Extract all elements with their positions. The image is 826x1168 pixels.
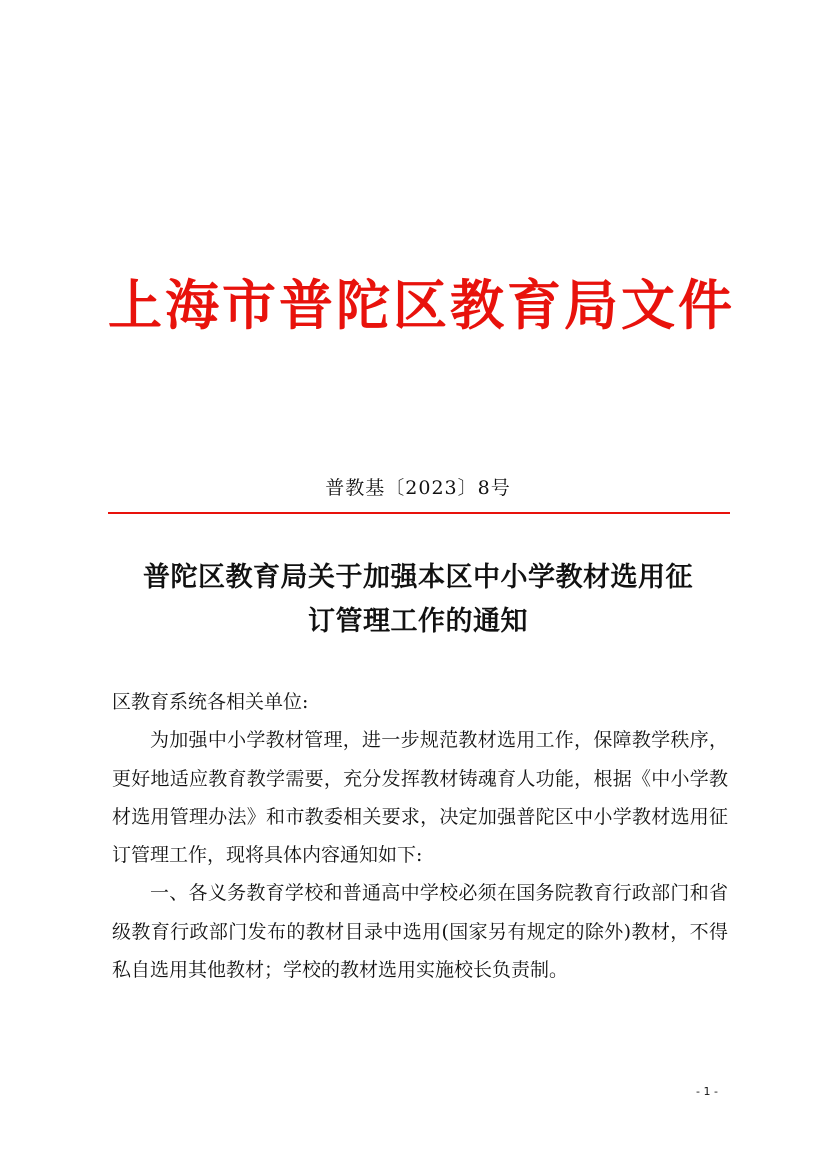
paragraph-item-1: 一、各义务教育学校和普通高中学校必须在国务院教育行政部门和省级教育行政部门发布的教材目录中选用(国家另有规定的除外)教材，不得私自选用其他教材；学校的教材选用实施校长负责制。 — [112, 882, 728, 982]
document-title-line-1: 普陀区教育局关于加强本区中小学教材选用征 — [143, 562, 693, 593]
red-divider — [108, 512, 730, 514]
document-title-line-2: 订管理工作的通知 — [308, 606, 528, 637]
page-number: - 1 - — [696, 1085, 718, 1098]
masthead-title: 上海市普陀区教育局文件 — [108, 273, 735, 337]
document-number: 普教基〔2023〕8号 — [325, 477, 511, 499]
paragraph-intro: 为加强中小学教材管理，进一步规范教材选用工作，保障教学秩序，更好地适应教育教学需要，充分发挥教材铸魂育人功能，根据《中小学教材选用管理办法》和市教委相关要求，决定加强普陀区中小学教材选用征订管理工作，现将具体内容通知如下: — [112, 729, 728, 867]
document-body — [112, 683, 728, 989]
document-title — [108, 556, 728, 644]
salutation: 区教育系统各相关单位: — [112, 691, 309, 713]
